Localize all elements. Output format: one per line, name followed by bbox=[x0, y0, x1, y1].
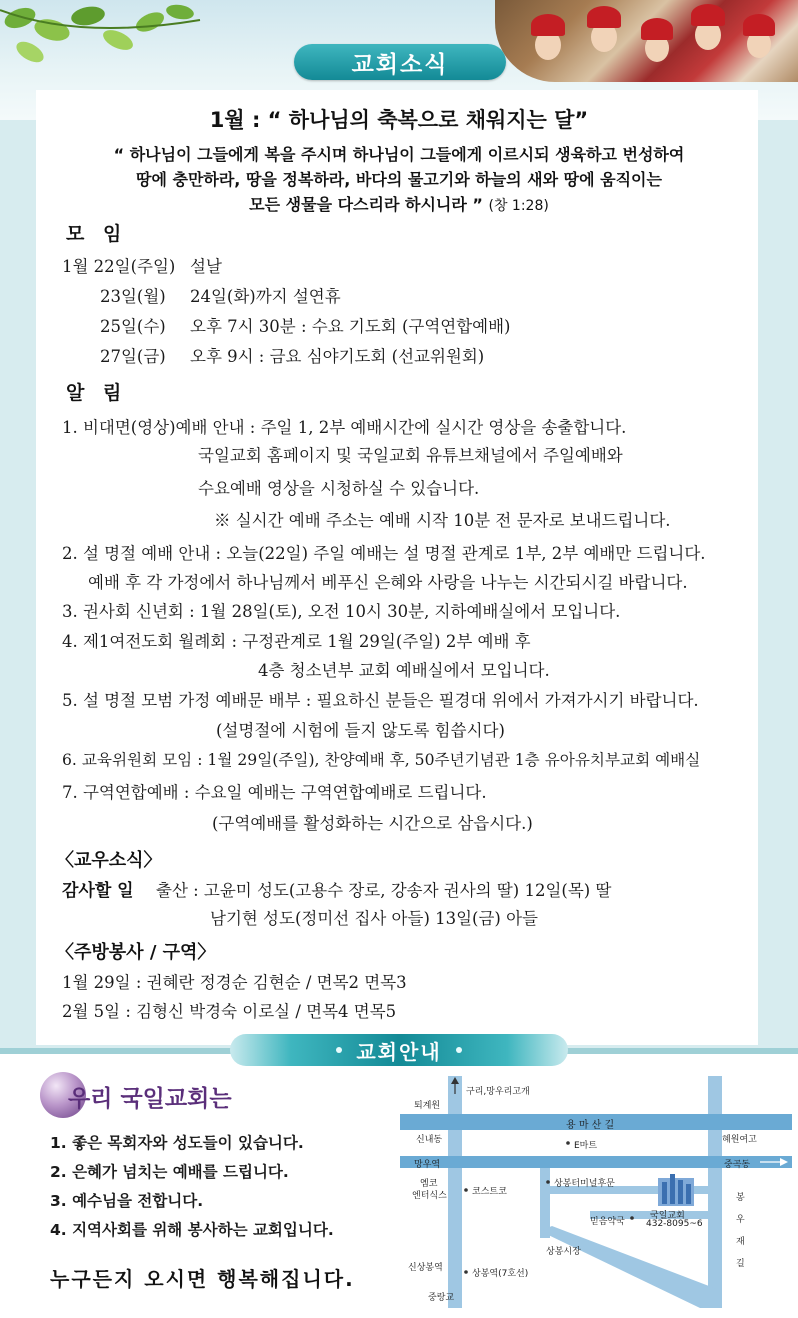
guide-item-2: 2. 은혜가 넘치는 예배를 드립니다. bbox=[50, 1163, 289, 1181]
dot-icon bbox=[456, 1047, 462, 1053]
map-roads bbox=[400, 1076, 792, 1308]
meeting-desc-4: 오후 9시 : 금요 심야기도회 (선교위원회) bbox=[190, 347, 485, 366]
notice-line-6: 예배 후 각 가정에서 하나님께서 베푸신 은혜와 사랑을 나누는 시간되시길 바랍니다. bbox=[88, 573, 688, 592]
church-title: 우리 국일교회는 bbox=[68, 1086, 232, 1112]
guide-item-1: 1. 좋은 목회자와 성도들이 있습니다. bbox=[50, 1134, 304, 1152]
map-label-sangbong7: 상봉역(7호선) bbox=[472, 1269, 529, 1279]
location-map bbox=[400, 1076, 792, 1308]
meeting-date-4: 27일(금) bbox=[100, 347, 166, 366]
map-label-gil: 길 bbox=[736, 1259, 745, 1269]
notice-line-1: 1. 비대면(영상)예배 안내 : 주일 1, 2부 예배시간에 실시간 영상을 송출합니다. bbox=[62, 418, 627, 437]
meeting-date-1: 1월 22일(주일) bbox=[62, 257, 176, 276]
news-panel bbox=[36, 90, 758, 1045]
notice-line-7: 3. 권사회 신년회 : 1월 28일(토), 오전 10시 30분, 지하예배실에서 모입니다. bbox=[62, 602, 621, 621]
map-label-yongmasan: 용 마 산 길 bbox=[566, 1120, 615, 1131]
notice-line-12: 6. 교육위원회 모임 : 1월 29일(주일), 찬양예배 후, 50주년기념관 1층 유아유치부교회 예배실 bbox=[62, 751, 701, 769]
map-label-jae: 재 bbox=[736, 1237, 745, 1247]
meetings-heading: 모 임 bbox=[66, 223, 128, 245]
map-label-toegyewon: 퇴계원 bbox=[414, 1101, 441, 1111]
verse-reference: (창 1:28) bbox=[488, 198, 549, 214]
verse-line-1: “ 하나님이 그들에게 복을 주시며 하나님이 그들에게 이르시되 생육하고 번성하여 bbox=[113, 145, 685, 164]
church-guide-label: 교회안내 bbox=[356, 1039, 442, 1064]
church-news-banner: 교회소식 bbox=[294, 44, 506, 80]
dot-icon bbox=[336, 1047, 342, 1053]
map-label-church: 국일교회 bbox=[650, 1211, 685, 1221]
map-label-market: 상봉시장 bbox=[546, 1247, 581, 1257]
church-title-block bbox=[40, 1072, 280, 1118]
welcome-message: 누구든지 오시면 행복해집니다. bbox=[50, 1267, 355, 1291]
member-news-line-1: 출산 : 고윤미 성도(고용수 장로, 강송자 권사의 딸) 12일(목) 딸 bbox=[156, 881, 612, 900]
leaf-decoration-icon bbox=[0, 0, 230, 80]
map-label-pharmacy: 믿음약국 bbox=[590, 1217, 625, 1227]
meeting-desc-2: 24일(화)까지 설연휴 bbox=[190, 287, 341, 306]
map-label-mangu: 망우역 bbox=[414, 1160, 441, 1170]
verse-line-2: 땅에 충만하라, 땅을 정복하라, 바다의 물고기와 하늘의 새와 땅에 움직이는 bbox=[136, 170, 662, 189]
map-label-costco: 코스트코 bbox=[472, 1187, 507, 1197]
thanks-label: 감사할 일 bbox=[62, 881, 134, 901]
notice-line-11: (설명절에 시험에 들지 않도록 힘씁시다) bbox=[216, 721, 505, 740]
map-label-phone: 432-8095~6 bbox=[646, 1219, 703, 1229]
kitchen-duty-heading: 〈주방봉사 / 구역〉 bbox=[56, 942, 216, 963]
notice-line-4: ※ 실시간 예배 주소는 예배 시작 10분 전 문자로 보내드립니다. bbox=[214, 511, 671, 530]
verse-line-3-wrap bbox=[0, 192, 798, 215]
guide-item-3: 3. 예수님을 전합니다. bbox=[50, 1192, 204, 1210]
notice-line-14: (구역예배를 활성화하는 시간으로 삼읍시다.) bbox=[212, 814, 533, 833]
map-label-jungnang: 중랑교 bbox=[428, 1293, 455, 1303]
map-label-yemko: 옘코 bbox=[420, 1179, 438, 1189]
map-label-terminal: 상봉터미널후문 bbox=[554, 1179, 615, 1189]
church-guide-banner bbox=[230, 1034, 568, 1066]
map-label-junggok: 중곡동 bbox=[724, 1160, 751, 1170]
notice-line-2: 국일교회 홈페이지 및 국일교회 유튜브채널에서 주일예배와 bbox=[198, 446, 623, 465]
member-news-heading: 〈교우소식〉 bbox=[56, 850, 162, 871]
kitchen-duty-line-1: 1월 29일 : 권혜란 정경순 김현순 / 면목2 면목3 bbox=[62, 973, 407, 992]
notice-line-3: 수요예배 영상을 시청하실 수 있습니다. bbox=[198, 479, 480, 498]
christmas-choir-photo bbox=[495, 0, 798, 82]
map-label-emart: E마트 bbox=[574, 1141, 598, 1151]
map-label-sinnae: 신내동 bbox=[416, 1135, 443, 1145]
meeting-desc-3: 오후 7시 30분 : 수요 기도회 (구역연합예배) bbox=[190, 317, 511, 336]
notice-line-9: 4층 청소년부 교회 예배실에서 모입니다. bbox=[258, 661, 550, 680]
month-title: 1월 : “ 하나님의 축복으로 채워지는 달” bbox=[209, 108, 589, 132]
notice-line-5: 2. 설 명절 예배 안내 : 오늘(22일) 주일 예배는 설 명절 관계로 1부, 2부 예배만 드립니다. bbox=[62, 544, 706, 563]
map-label-center: 엔터식스 bbox=[412, 1191, 447, 1201]
notices-heading: 알 림 bbox=[66, 382, 128, 404]
map-label-north: 구리,망우리고개 bbox=[466, 1087, 530, 1097]
map-label-hyewon: 혜원여고 bbox=[722, 1135, 757, 1145]
guide-item-4: 4. 지역사회를 위해 봉사하는 교회입니다. bbox=[50, 1221, 334, 1239]
notice-line-8: 4. 제1여전도회 월례회 : 구정관계로 1월 29일(주일) 2부 예배 후 bbox=[62, 632, 531, 651]
map-label-sinsangbong: 신상봉역 bbox=[408, 1263, 443, 1273]
kitchen-duty-line-2: 2월 5일 : 김형신 박경숙 이로실 / 면목4 면목5 bbox=[62, 1002, 397, 1021]
verse-line-3: 모든 생물을 다스리라 하시니라 ” bbox=[249, 195, 483, 214]
notice-line-10: 5. 설 명절 모범 가정 예배문 배부 : 필요하신 분들은 필경대 위에서 가져가시기 바랍니다. bbox=[62, 691, 699, 710]
notice-line-13: 7. 구역연합예배 : 수요일 예배는 구역연합예배로 드립니다. bbox=[62, 783, 487, 802]
member-news-line-2: 남기현 성도(정미선 집사 아들) 13일(금) 아들 bbox=[210, 909, 538, 928]
meeting-date-2: 23일(월) bbox=[100, 287, 166, 306]
meeting-desc-1: 설날 bbox=[190, 257, 222, 276]
map-label-u: 우 bbox=[736, 1215, 745, 1225]
map-label-bong: 봉 bbox=[736, 1193, 745, 1203]
meeting-date-3: 25일(수) bbox=[100, 317, 166, 336]
